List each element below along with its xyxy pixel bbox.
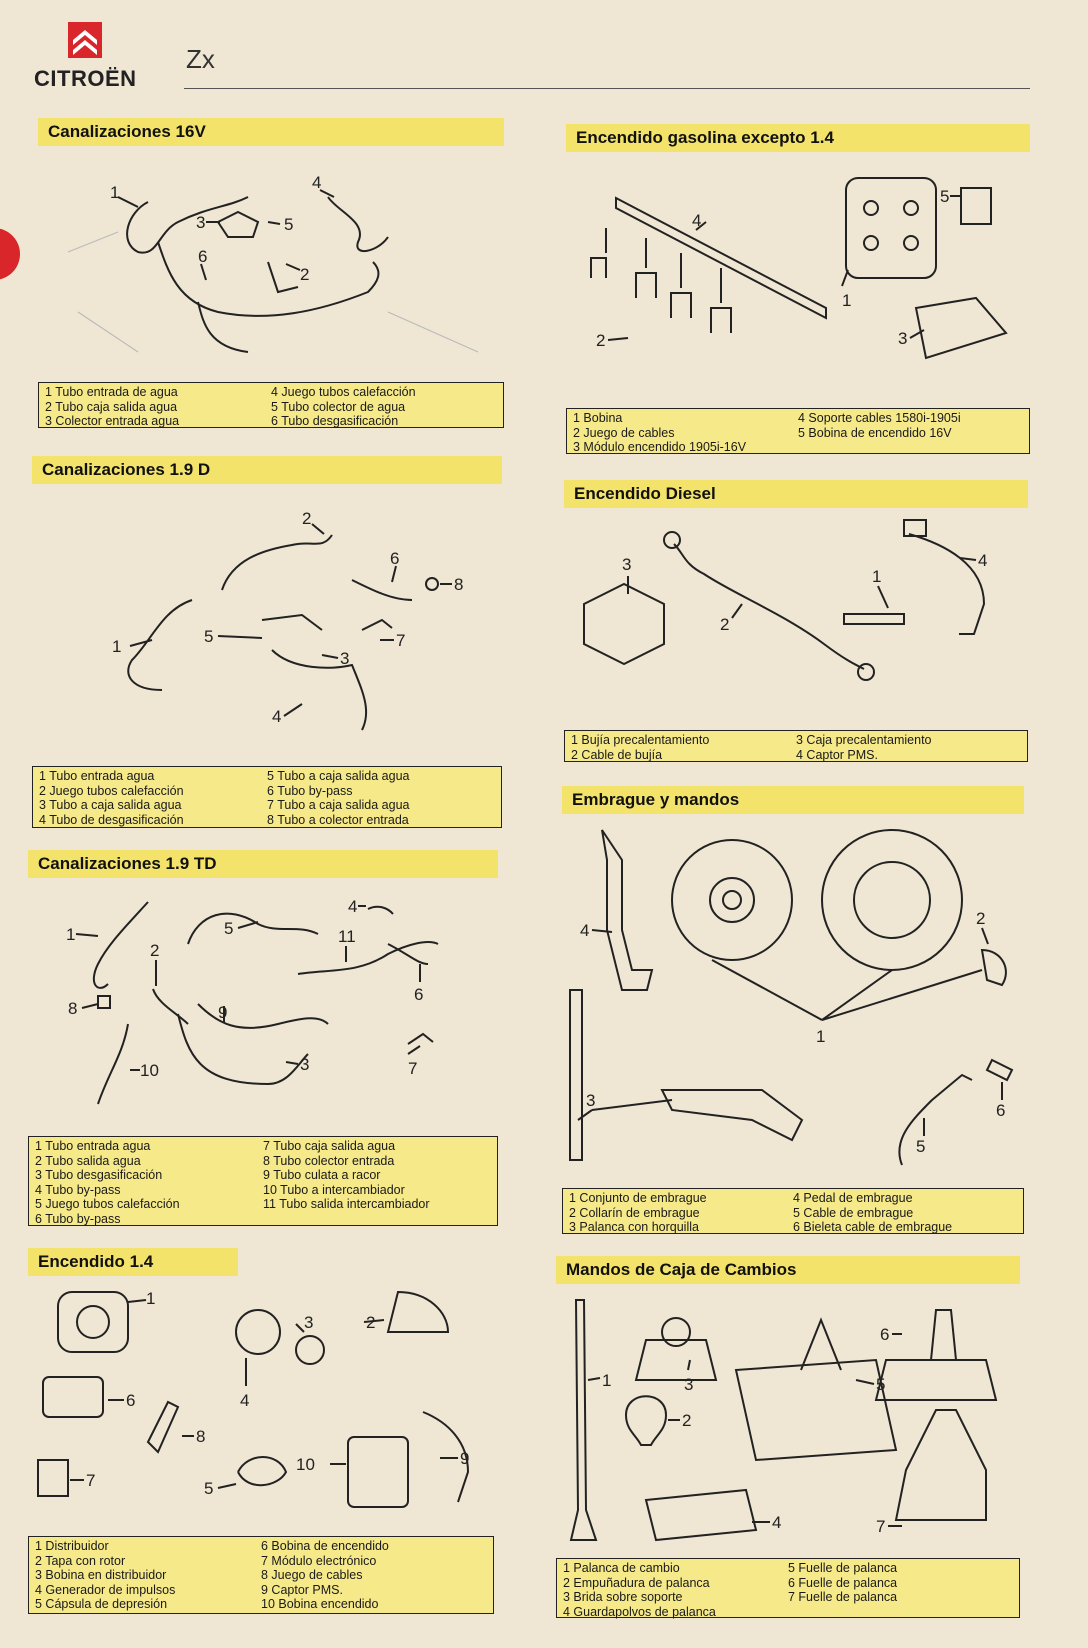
section-canalizaciones-19d xyxy=(32,456,502,828)
section-title: Encendido Diesel xyxy=(564,480,1028,508)
legend-item: 1 Tubo entrada agua xyxy=(35,1139,151,1153)
knob-2 xyxy=(626,1396,666,1445)
tube-8 xyxy=(98,996,110,1008)
callout-2: 2 xyxy=(720,615,730,634)
callout-1: 1 xyxy=(66,925,76,944)
legend-item: 1 Distribuidor xyxy=(35,1539,109,1553)
tube-7 xyxy=(408,1034,433,1044)
section-title: Encendido gasolina excepto 1.4 xyxy=(566,124,1030,152)
tube-6 xyxy=(388,944,428,964)
legend-item: 5 Fuelle de palanca xyxy=(788,1561,898,1575)
callout-5: 5 xyxy=(224,919,234,938)
legend-item: 3 Caja precalentamiento xyxy=(796,733,932,747)
legend-item: 8 Tubo a colector entrada xyxy=(267,812,409,827)
legend-item: 1 Bujía precalentamiento xyxy=(571,733,710,747)
legend-item: 10 Tubo a intercambiador xyxy=(263,1182,405,1197)
module-7 xyxy=(38,1460,68,1496)
legend-item: 10 Bobina encendido xyxy=(261,1597,379,1611)
preheat-box-3 xyxy=(584,584,664,664)
header-rule xyxy=(184,88,1030,89)
legend-item: 2 Collarín de embrague xyxy=(569,1205,700,1220)
callout-4: 4 xyxy=(772,1513,782,1532)
callout-1: 1 xyxy=(842,291,852,310)
tube-1 xyxy=(127,197,248,253)
legend-item: 6 Tubo by-pass xyxy=(35,1211,121,1226)
callout-6: 6 xyxy=(126,1391,136,1410)
cable-d xyxy=(711,268,731,333)
model-name: Zx xyxy=(186,44,215,74)
boot-6 xyxy=(876,1360,996,1400)
callout-7: 7 xyxy=(408,1059,418,1078)
legend-19d xyxy=(32,766,502,828)
legend-item: 4 Soporte cables 1580i-1905i xyxy=(798,411,961,425)
pedal-4 xyxy=(602,830,652,990)
legend-item: 6 Bobina de encendido xyxy=(261,1539,389,1553)
coil-6 xyxy=(43,1377,103,1417)
legend-item: 2 Empuñadura de palanca xyxy=(563,1575,710,1590)
tubes-5 xyxy=(188,914,318,944)
tube-10 xyxy=(98,1024,128,1104)
callout-4: 4 xyxy=(978,551,988,570)
tube-1 xyxy=(128,600,192,690)
legend-item: 3 Palanca con horquilla xyxy=(569,1220,699,1234)
module-3 xyxy=(916,298,1006,358)
vacuum-5 xyxy=(238,1457,286,1485)
callout-4: 4 xyxy=(272,707,282,726)
callout-3: 3 xyxy=(196,213,206,232)
diagram-19d xyxy=(32,490,502,762)
boot-7 xyxy=(896,1410,986,1520)
callout-5: 5 xyxy=(940,187,950,206)
legend-item: 7 Tubo caja salida agua xyxy=(263,1139,396,1153)
section-title: Canalizaciones 16V xyxy=(38,118,504,146)
legend-item: 2 Juego de cables xyxy=(573,425,675,440)
legend-item: 4 Captor PMS. xyxy=(796,747,878,762)
tube-5 xyxy=(262,615,322,630)
callout-3: 3 xyxy=(684,1375,694,1394)
callout-10: 10 xyxy=(140,1061,159,1080)
tubes-2 xyxy=(222,535,332,590)
legend-item: 2 Tubo caja salida agua xyxy=(45,399,178,414)
section-encendido-gasolina xyxy=(566,124,1030,456)
diagram-19td xyxy=(28,884,498,1130)
coil-3 xyxy=(296,1336,324,1364)
callout-3: 3 xyxy=(304,1313,314,1332)
legend-item: 1 Conjunto de embrague xyxy=(569,1191,707,1205)
cable-b xyxy=(636,238,656,298)
callout-1: 1 xyxy=(602,1371,612,1390)
glow-plug-1 xyxy=(844,614,904,624)
callout-2: 2 xyxy=(596,331,606,350)
callout-5: 5 xyxy=(916,1137,926,1156)
callout-2: 2 xyxy=(302,509,312,528)
legend-item: 3 Colector entrada agua xyxy=(45,414,180,428)
callout-9: 9 xyxy=(218,1003,228,1022)
callout-3: 3 xyxy=(622,555,632,574)
legend-item: 1 Tubo entrada de agua xyxy=(45,385,178,399)
sensor-plug xyxy=(904,520,926,536)
legend-item: 8 Tubo colector entrada xyxy=(263,1153,395,1168)
legend-item: 6 Tubo desgasificación xyxy=(271,414,399,428)
section-title: Canalizaciones 1.9 TD xyxy=(28,850,498,878)
legend-item: 1 Tubo entrada agua xyxy=(39,769,155,783)
callout-2: 2 xyxy=(976,909,986,928)
legend-item: 6 Tubo by-pass xyxy=(267,783,353,798)
callout-1: 1 xyxy=(146,1289,156,1308)
tube-4 xyxy=(328,197,388,251)
coil-1 xyxy=(846,178,936,278)
legend-item: 6 Bieleta cable de embrague xyxy=(793,1220,953,1234)
sensor-4 xyxy=(909,534,984,634)
legend-item: 3 Tubo desgasificación xyxy=(35,1168,163,1182)
legend-item: 4 Guardapolvos de palanca xyxy=(563,1604,716,1619)
legend-encendido-gasolina xyxy=(566,408,1030,454)
callout-11: 11 xyxy=(338,927,356,946)
coil-5 xyxy=(961,188,991,224)
section-embrague-mandos xyxy=(562,786,1024,1236)
boot-5 xyxy=(736,1360,896,1460)
rod-6 xyxy=(987,1060,1012,1080)
tube-4 xyxy=(368,907,393,914)
legend-item: 1 Bobina xyxy=(573,411,623,425)
cap-2 xyxy=(388,1292,448,1332)
legend-item: 5 Bobina de encendido 16V xyxy=(798,425,952,440)
cable-5 xyxy=(899,1075,972,1165)
double-chevron-icon xyxy=(68,22,102,58)
section-canalizaciones-16v xyxy=(38,118,504,430)
callout-4: 4 xyxy=(580,921,590,940)
bearing-2 xyxy=(982,950,1006,985)
legend-16v xyxy=(38,382,504,428)
tube-6 xyxy=(352,580,412,600)
legend-item: 3 Brida sobre soporte xyxy=(563,1590,683,1604)
cable-2 xyxy=(674,544,864,669)
callout-5: 5 xyxy=(204,1479,214,1498)
legend-item: 4 Juego tubos calefacción xyxy=(271,385,416,399)
callout-6: 6 xyxy=(880,1325,890,1344)
brand-name: CITROËN xyxy=(34,66,137,91)
legend-item: 4 Pedal de embrague xyxy=(793,1191,913,1205)
tube-7 xyxy=(362,620,392,630)
callout-3: 3 xyxy=(340,649,350,668)
callout-3: 3 xyxy=(898,329,908,348)
callout-3: 3 xyxy=(586,1091,596,1110)
coil-10 xyxy=(348,1437,408,1507)
distributor-1 xyxy=(58,1292,128,1352)
callout-2: 2 xyxy=(366,1313,376,1332)
clutch-disc xyxy=(672,840,792,960)
legend-item: 5 Cápsula de depresión xyxy=(35,1597,168,1611)
fork-shaft xyxy=(570,990,582,1160)
gear-lever-1 xyxy=(571,1300,596,1540)
section-title: Embrague y mandos xyxy=(562,786,1024,814)
legend-mandos-caja xyxy=(556,1558,1020,1618)
legend-item: 2 Tapa con rotor xyxy=(35,1553,126,1568)
callout-1: 1 xyxy=(112,637,122,656)
callout-7: 7 xyxy=(876,1517,886,1536)
diagram-embrague xyxy=(562,820,1024,1176)
section-canalizaciones-19td xyxy=(28,850,498,1228)
callout-1: 1 xyxy=(872,567,882,586)
callout-6: 6 xyxy=(198,247,208,266)
legend-item: 7 Módulo electrónico xyxy=(261,1553,377,1568)
section-encendido-14 xyxy=(28,1248,494,1622)
legend-19td xyxy=(28,1136,498,1226)
callout-5: 5 xyxy=(284,215,294,234)
legend-item: 4 Generador de impulsos xyxy=(35,1582,176,1597)
legend-item: 9 Tubo culata a racor xyxy=(263,1168,381,1182)
legend-encendido-14 xyxy=(28,1536,494,1614)
tube-8 xyxy=(426,578,438,590)
legend-item: 7 Tubo a caja salida agua xyxy=(267,798,410,812)
callout-2: 2 xyxy=(682,1411,692,1430)
section-mandos-caja xyxy=(556,1256,1020,1620)
legend-item: 4 Tubo by-pass xyxy=(35,1182,121,1197)
legend-item: 3 Tubo a caja salida agua xyxy=(39,798,182,812)
legend-item: 7 Fuelle de palanca xyxy=(788,1590,898,1604)
tube-4 xyxy=(272,650,366,730)
section-title: Canalizaciones 1.9 D xyxy=(32,456,502,484)
tube-6 xyxy=(198,302,248,352)
legend-item: 11 Tubo salida intercambiador xyxy=(263,1197,430,1211)
callout-7: 7 xyxy=(396,631,406,650)
pressure-plate xyxy=(822,830,962,970)
callout-1: 1 xyxy=(110,183,120,202)
tube-2 xyxy=(153,989,188,1024)
callout-10: 10 xyxy=(296,1455,315,1474)
callout-6: 6 xyxy=(414,985,424,1004)
callout-5: 5 xyxy=(204,627,214,646)
legend-item: 2 Tubo salida agua xyxy=(35,1153,141,1168)
callout-3: 3 xyxy=(300,1055,310,1074)
diagram-16v xyxy=(38,152,504,384)
cable-a xyxy=(591,228,606,278)
callout-8: 8 xyxy=(196,1427,206,1446)
callout-6: 6 xyxy=(390,549,400,568)
section-title: Mandos de Caja de Cambios xyxy=(556,1256,1020,1284)
callout-4: 4 xyxy=(240,1391,250,1410)
callout-2: 2 xyxy=(300,265,310,284)
callout-6: 6 xyxy=(996,1101,1006,1120)
callout-4: 4 xyxy=(692,211,702,230)
cable-c xyxy=(671,253,691,318)
diagram-encendido-14 xyxy=(28,1282,494,1534)
legend-item: 5 Tubo a caja salida agua xyxy=(267,769,410,783)
legend-item: 1 Palanca de cambio xyxy=(563,1561,680,1575)
diagram-encendido-gasolina xyxy=(566,158,1030,408)
callout-4: 4 xyxy=(348,897,358,916)
dust-cover-4 xyxy=(646,1490,756,1540)
callout-8: 8 xyxy=(68,999,78,1018)
tube-11 xyxy=(298,942,438,974)
legend-item: 5 Juego tubos calefacción xyxy=(35,1197,180,1211)
legend-item: 9 Captor PMS. xyxy=(261,1582,343,1597)
section-title: Encendido 1.4 xyxy=(28,1248,238,1276)
tube-3 xyxy=(178,1014,308,1084)
pulse-generator-4 xyxy=(236,1310,280,1354)
collector-3 xyxy=(218,212,258,237)
legend-item: 2 Juego tubos calefacción xyxy=(39,783,184,798)
legend-item: 4 Tubo de desgasificación xyxy=(39,812,184,827)
legend-item: 5 Cable de embrague xyxy=(793,1205,914,1220)
legend-item: 8 Juego de cables xyxy=(261,1568,363,1582)
section-encendido-diesel xyxy=(564,480,1028,764)
diagram-mandos-caja xyxy=(556,1290,1020,1554)
legend-item: 3 Bobina en distribuidor xyxy=(35,1568,167,1582)
legend-item: 5 Tubo colector de agua xyxy=(271,399,406,414)
callout-7: 7 xyxy=(86,1471,96,1490)
page-tab xyxy=(0,228,20,280)
callout-5: 5 xyxy=(876,1375,886,1394)
tube-2 xyxy=(158,242,378,316)
diagram-encendido-diesel xyxy=(564,514,1028,720)
callout-2: 2 xyxy=(150,941,160,960)
fork-3 xyxy=(662,1090,802,1140)
callout-1: 1 xyxy=(816,1027,826,1046)
callout-4: 4 xyxy=(312,173,322,192)
cables-8 xyxy=(148,1402,178,1452)
callout-9: 9 xyxy=(460,1449,470,1468)
legend-item: 3 Módulo encendido 1905i-16V xyxy=(573,440,747,454)
citroen-logo xyxy=(34,22,154,92)
callout-8: 8 xyxy=(454,575,464,594)
legend-item: 6 Fuelle de palanca xyxy=(788,1575,898,1590)
legend-embrague xyxy=(562,1188,1024,1234)
legend-encendido-diesel xyxy=(564,730,1028,762)
tube-1 xyxy=(94,902,148,988)
legend-item: 2 Cable de bujía xyxy=(571,747,663,762)
